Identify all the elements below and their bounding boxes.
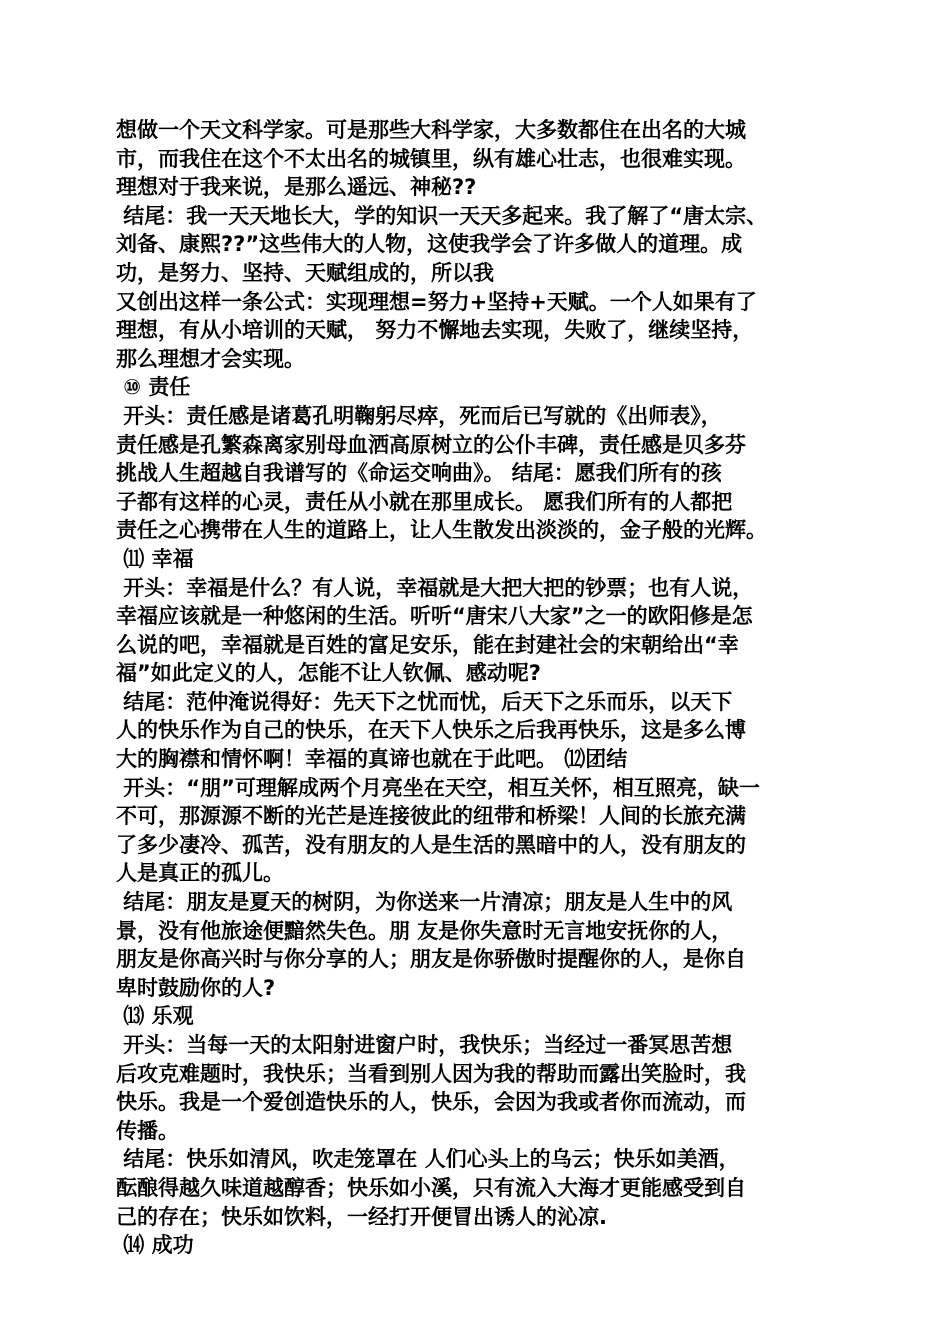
text-line: 景，没有他旅途便黯然失色。朋 友是你失意时无言地安抚你的人， bbox=[116, 918, 733, 943]
text-line: 市，而我住在这个不太出名的城镇里，纵有雄心壮志，也很难实现。 bbox=[116, 146, 746, 171]
text-line: 刘备、康熙??”这些伟大的人物，这使我学会了许多做人的道理。成 bbox=[116, 232, 743, 257]
section-heading: ⑩ 责任 bbox=[116, 375, 191, 400]
text-line: 了多少凄冷、孤苦，没有朋友的人是生活的黑暗中的人，没有朋友的 bbox=[116, 832, 746, 857]
text-line: 么说的吧，幸福就是百姓的富足安乐，能在封建社会的宋朝给出“幸 bbox=[116, 632, 739, 657]
text-line: 功，是努力、坚持、天赋组成的，所以我 bbox=[116, 260, 494, 285]
text-line: 传播。 bbox=[116, 1118, 179, 1143]
text-line: 人是真正的孤儿。 bbox=[116, 861, 284, 886]
text-line: 后攻克难题时，我快乐；当看到别人因为我的帮助而露出笑脸时，我 bbox=[116, 1061, 746, 1086]
text-line: 卑时鼓励你的人? bbox=[116, 975, 276, 1000]
text-line: 不可，那源源不断的光芒是连接彼此的纽带和桥梁！人间的长旅充满 bbox=[116, 804, 746, 829]
text-line: 又创出这样一条公式：实现理想=努力+坚持+天赋。一个人如果有了 bbox=[116, 289, 757, 314]
paragraph-ending-line: 结尾：快乐如清风，吹走笼罩在 人们心头上的乌云；快乐如美酒， bbox=[116, 1147, 740, 1172]
text-line: 那么理想才会实现。 bbox=[116, 346, 305, 371]
section-heading: ⑾ 幸福 bbox=[116, 546, 194, 571]
paragraph-opening-line: 开头：责任感是诸葛孔明鞠躬尽瘁，死而后已写就的《出师表》， bbox=[116, 403, 722, 428]
paragraph-opening-line: 开头：“朋”可理解成两个月亮坐在天空，相互关怀，相互照亮，缺一 bbox=[116, 775, 760, 800]
paragraph-opening-line: 开头：幸福是什么？有人说，幸福就是大把大把的钞票；也有人说， bbox=[116, 575, 754, 600]
text-line: 挑战人生超越自我谱写的《命运交响曲》。 结尾：愿我们所有的孩 bbox=[116, 461, 722, 486]
text-line: 福”如此定义的人，怎能不让人钦佩、感动呢? bbox=[116, 661, 541, 686]
text-line: 子都有这样的心灵，责任从小就在那里成长。 愿我们所有的人都把 bbox=[116, 489, 733, 514]
text-line: 己的存在；快乐如饮料，一经打开便冒出诱人的沁凉. bbox=[116, 1204, 607, 1229]
text-line: 幸福应该就是一种悠闲的生活。听听“唐宋八大家”之一的欧阳修是怎 bbox=[116, 604, 753, 629]
text-line: 快乐。我是一个爱创造快乐的人，快乐，会因为我或者你而流动，而 bbox=[116, 1090, 746, 1115]
text-line: 朋友是你高兴时与你分享的人；朋友是你骄傲时提醒你的人，是你自 bbox=[116, 947, 746, 972]
paragraph-ending-line: 结尾：范仲淹说得好：先天下之忧而忧，后天下之乐而乐，以天下 bbox=[116, 689, 733, 714]
section-heading: ⒁ 成功 bbox=[116, 1233, 194, 1258]
section-heading: ⒀ 乐观 bbox=[116, 1004, 194, 1029]
paragraph-ending-line: 结尾：我一天天地长大，学的知识一天天多起来。我了解了“唐太宗、 bbox=[116, 203, 768, 228]
text-line: 责任感是孔繁森离家别母血洒高原树立的公仆丰碑，责任感是贝多芬 bbox=[116, 432, 746, 457]
text-line: 大的胸襟和情怀啊！幸福的真谛也就在于此吧。 ⑿团结 bbox=[116, 747, 628, 772]
paragraph-ending-line: 结尾：朋友是夏天的树阴，为你送来一片清凉；朋友是人生中的风 bbox=[116, 890, 733, 915]
text-line: 理想对于我来说，是那么遥远、神秘?? bbox=[116, 175, 477, 200]
text-line: 人的快乐作为自己的快乐，在天下人快乐之后我再快乐，这是多么博 bbox=[116, 718, 746, 743]
text-line: 理想，有从小培训的天赋， 努力不懈地去实现，失败了，继续坚持， bbox=[116, 318, 754, 343]
text-line: 酝酿得越久味道越醇香；快乐如小溪，只有流入大海才更能感受到自 bbox=[116, 1175, 746, 1200]
text-line: 责任之心携带在人生的道路上，让人生散发出淡淡的，金子般的光辉。 bbox=[116, 518, 767, 543]
paragraph-opening-line: 开头：当每一天的太阳射进窗户时，我快乐；当经过一番冥思苦想 bbox=[116, 1033, 733, 1057]
document-body bbox=[116, 116, 841, 1260]
text-line: 想做一个天文科学家。可是那些大科学家，大多数都住在出名的大城 bbox=[116, 118, 746, 142]
